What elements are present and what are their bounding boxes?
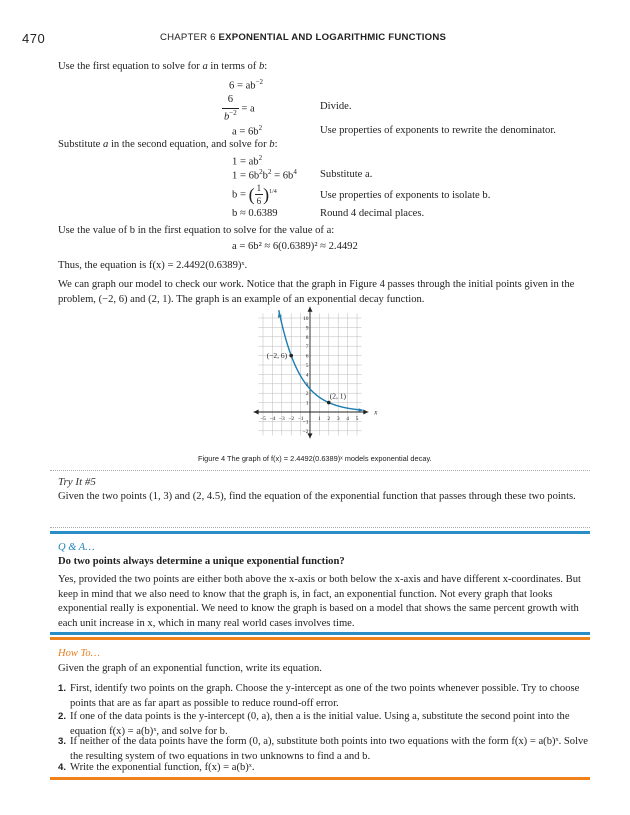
x-tick-label: 3	[336, 416, 340, 422]
y-tick-label: 8	[305, 334, 309, 341]
x-tick-label: −4	[269, 416, 276, 422]
eq-exponent: 2	[258, 124, 263, 132]
equation-2	[222, 93, 255, 125]
x-tick-label: −3	[278, 416, 285, 422]
y-tick-label: 2	[305, 391, 309, 398]
howto-title: Given the graph of an exponential function, write its equation.	[58, 663, 322, 674]
y-tick-label: 5	[305, 363, 309, 369]
point-marker	[289, 354, 293, 358]
figure-caption: Figure 4 The graph of f(x) = 2.4492(0.6389)ˣ models exponential decay.	[198, 454, 432, 463]
solve-a-intro-end: :	[264, 61, 268, 72]
equation-8: a = 6b² ≈ 6(0.6389)² ≈ 2.4492	[232, 241, 358, 252]
y-tick-label: 4	[305, 372, 309, 379]
x-tick-label: −5	[260, 416, 266, 422]
eq-text: 6 = ab	[229, 80, 256, 92]
x-tick-label: 4	[346, 416, 349, 422]
section-divider	[50, 527, 590, 528]
y-tick-label: 10	[303, 316, 309, 322]
eq-text: a = 6b	[232, 126, 259, 138]
fraction	[255, 182, 264, 208]
qa-label: Q & A…	[58, 542, 95, 553]
chapter-header	[160, 31, 446, 44]
denominator: 6	[256, 196, 262, 207]
step-text: First, identify two points on the graph. Choose the y-intercept as one of the two points whenever possible. Try to choose points that are as far apart as possible to reduce round-off error.	[70, 683, 580, 709]
step-description: Use properties of exponents to rewrite the denominator.	[320, 125, 556, 136]
var-a: a	[202, 61, 208, 72]
x-tick-label: −1	[297, 416, 304, 422]
page-number: 470	[22, 31, 46, 46]
numerator: 6	[222, 93, 239, 109]
eq-exponent: 2	[259, 168, 263, 176]
y-axis-arrow	[308, 307, 313, 312]
equation-6	[232, 182, 277, 208]
y-tick-label: −2	[302, 428, 309, 435]
eq-rhs: = 6b	[271, 170, 294, 182]
eq-exponent: 1/4	[269, 188, 277, 195]
y-tick-label: 7	[305, 344, 309, 351]
eq-text: 1 = ab	[232, 156, 259, 168]
howto-top-bar	[50, 637, 590, 640]
chapter-number: CHAPTER 6	[160, 32, 216, 43]
step-text: If neither of the data points have the form (0, a), substitute both points into two equations with the form f(x) = a(b)ˣ. Solve the resulting system of two equations in two unknowns to find a and b.	[70, 736, 589, 762]
eq-lhs: b =	[232, 189, 249, 201]
try-it-text: Given the two points (1, 3) and (2, 4.5), find the equation of the exponential function that passes through these two points.	[58, 491, 576, 502]
howto-bottom-bar	[50, 777, 590, 780]
qa-bottom-bar	[50, 632, 590, 635]
paren-close: )	[263, 184, 270, 205]
qa-answer: Yes, provided the two points are either both above the x-axis or both below the x-axis and have different x-coordinates. But keep in mind that we also need to know that the graph is, in fact, an exponential function. Not every graph that looks exponential really is exponential. We need to know the graph is based on a model that shows the same percent growth with each unit increase in x, which in many real world cases involves time.	[58, 574, 581, 629]
den-exponent: −2	[229, 108, 237, 117]
step-description: Round 4 decimal places.	[320, 208, 425, 219]
solve-a-intro-mid: in terms of	[207, 61, 259, 72]
qa-question: Do two points always determine a unique exponential function?	[58, 556, 345, 567]
howto-step	[58, 682, 588, 711]
howto-step	[58, 761, 588, 776]
section-divider	[50, 470, 590, 471]
solve-b-intro-text: Substitute	[58, 139, 104, 150]
try-it-label: Try It #5	[58, 476, 96, 488]
eq-exponent: 2	[258, 154, 263, 162]
x-tick-label: 1	[318, 416, 321, 422]
y-tick-label: 3	[305, 381, 309, 388]
chapter-title: EXPONENTIAL AND LOGARITHMIC FUNCTIONS	[218, 32, 447, 43]
step-number: 2.	[58, 711, 67, 722]
step-number: 4.	[58, 762, 67, 773]
numerator: 1	[255, 182, 264, 195]
equation-7: b ≈ 0.6389	[232, 208, 278, 219]
step-description: Substitute a.	[320, 169, 373, 180]
curve-arrow	[359, 408, 364, 412]
paren-open: (	[248, 184, 255, 205]
eq-exponent: 2	[267, 168, 272, 176]
solve-a-intro-text: Use the first equation to solve for	[58, 61, 203, 72]
step-text: If one of the data points is the y-intercept (0, a), then a is the initial value. Using a, substitute the second point into the equation f(x) = a(b)ˣ, and solve for b.	[70, 711, 570, 737]
point-label: (2, 1)	[329, 391, 347, 401]
point-marker	[327, 401, 331, 405]
y-axis-label	[305, 305, 315, 306]
howto-step	[58, 735, 588, 764]
exponential-graph	[240, 305, 380, 450]
value-a-intro: Use the value of b in the first equation to solve for the value of a:	[58, 225, 335, 236]
x-tick-label: 5	[355, 416, 359, 422]
step-number: 3.	[58, 736, 67, 747]
graph-paragraph: We can graph our model to check our work. Notice that the graph in Figure 4 passes through the initial points given in the problem, (−2, 6) and (2, 1). The graph is an example of an exponential decay function.	[58, 279, 575, 305]
qa-top-bar	[50, 531, 590, 534]
solve-b-intro-mid: in the second equation, and solve for	[108, 139, 270, 150]
step-description: Divide.	[320, 101, 352, 112]
equation-1	[229, 78, 263, 94]
y-tick-label: 9	[305, 325, 309, 332]
denominator	[222, 109, 239, 125]
howto-label: How To…	[58, 648, 100, 659]
var-a: a	[103, 139, 109, 150]
fraction	[222, 93, 239, 125]
solve-b-intro	[58, 138, 583, 153]
thus-paragraph: Thus, the equation is f(x) = 2.4492(0.6389)ˣ.	[58, 260, 248, 271]
step-description: Use properties of exponents to isolate b.	[320, 190, 491, 201]
y-tick-label: 1	[305, 400, 309, 407]
eq-mid: b	[262, 170, 268, 182]
eq-exponent: 4	[293, 168, 297, 176]
y-tick-label: 6	[305, 353, 309, 360]
eq-rhs: = a	[238, 103, 255, 115]
y-tick-label: −1	[302, 419, 309, 426]
x-tick-label: −2	[288, 416, 295, 422]
var-b: b	[269, 139, 275, 150]
point-label: (−2, 6)	[266, 351, 288, 361]
solve-b-intro-end: :	[274, 139, 278, 150]
den-var: b	[224, 111, 230, 123]
x-axis-label: x	[374, 408, 378, 417]
var-b: b	[258, 61, 265, 72]
x-axis-arrow	[254, 410, 259, 415]
x-axis-arrow	[363, 410, 368, 415]
step-number: 1.	[58, 683, 67, 694]
eq-exponent: −2	[255, 78, 264, 86]
eq-text: 1 = 6b	[232, 170, 260, 182]
step-text: Write the exponential function, f(x) = a(b)ˣ.	[70, 762, 255, 773]
solve-a-intro	[58, 60, 583, 75]
x-tick-label: 2	[327, 416, 331, 422]
